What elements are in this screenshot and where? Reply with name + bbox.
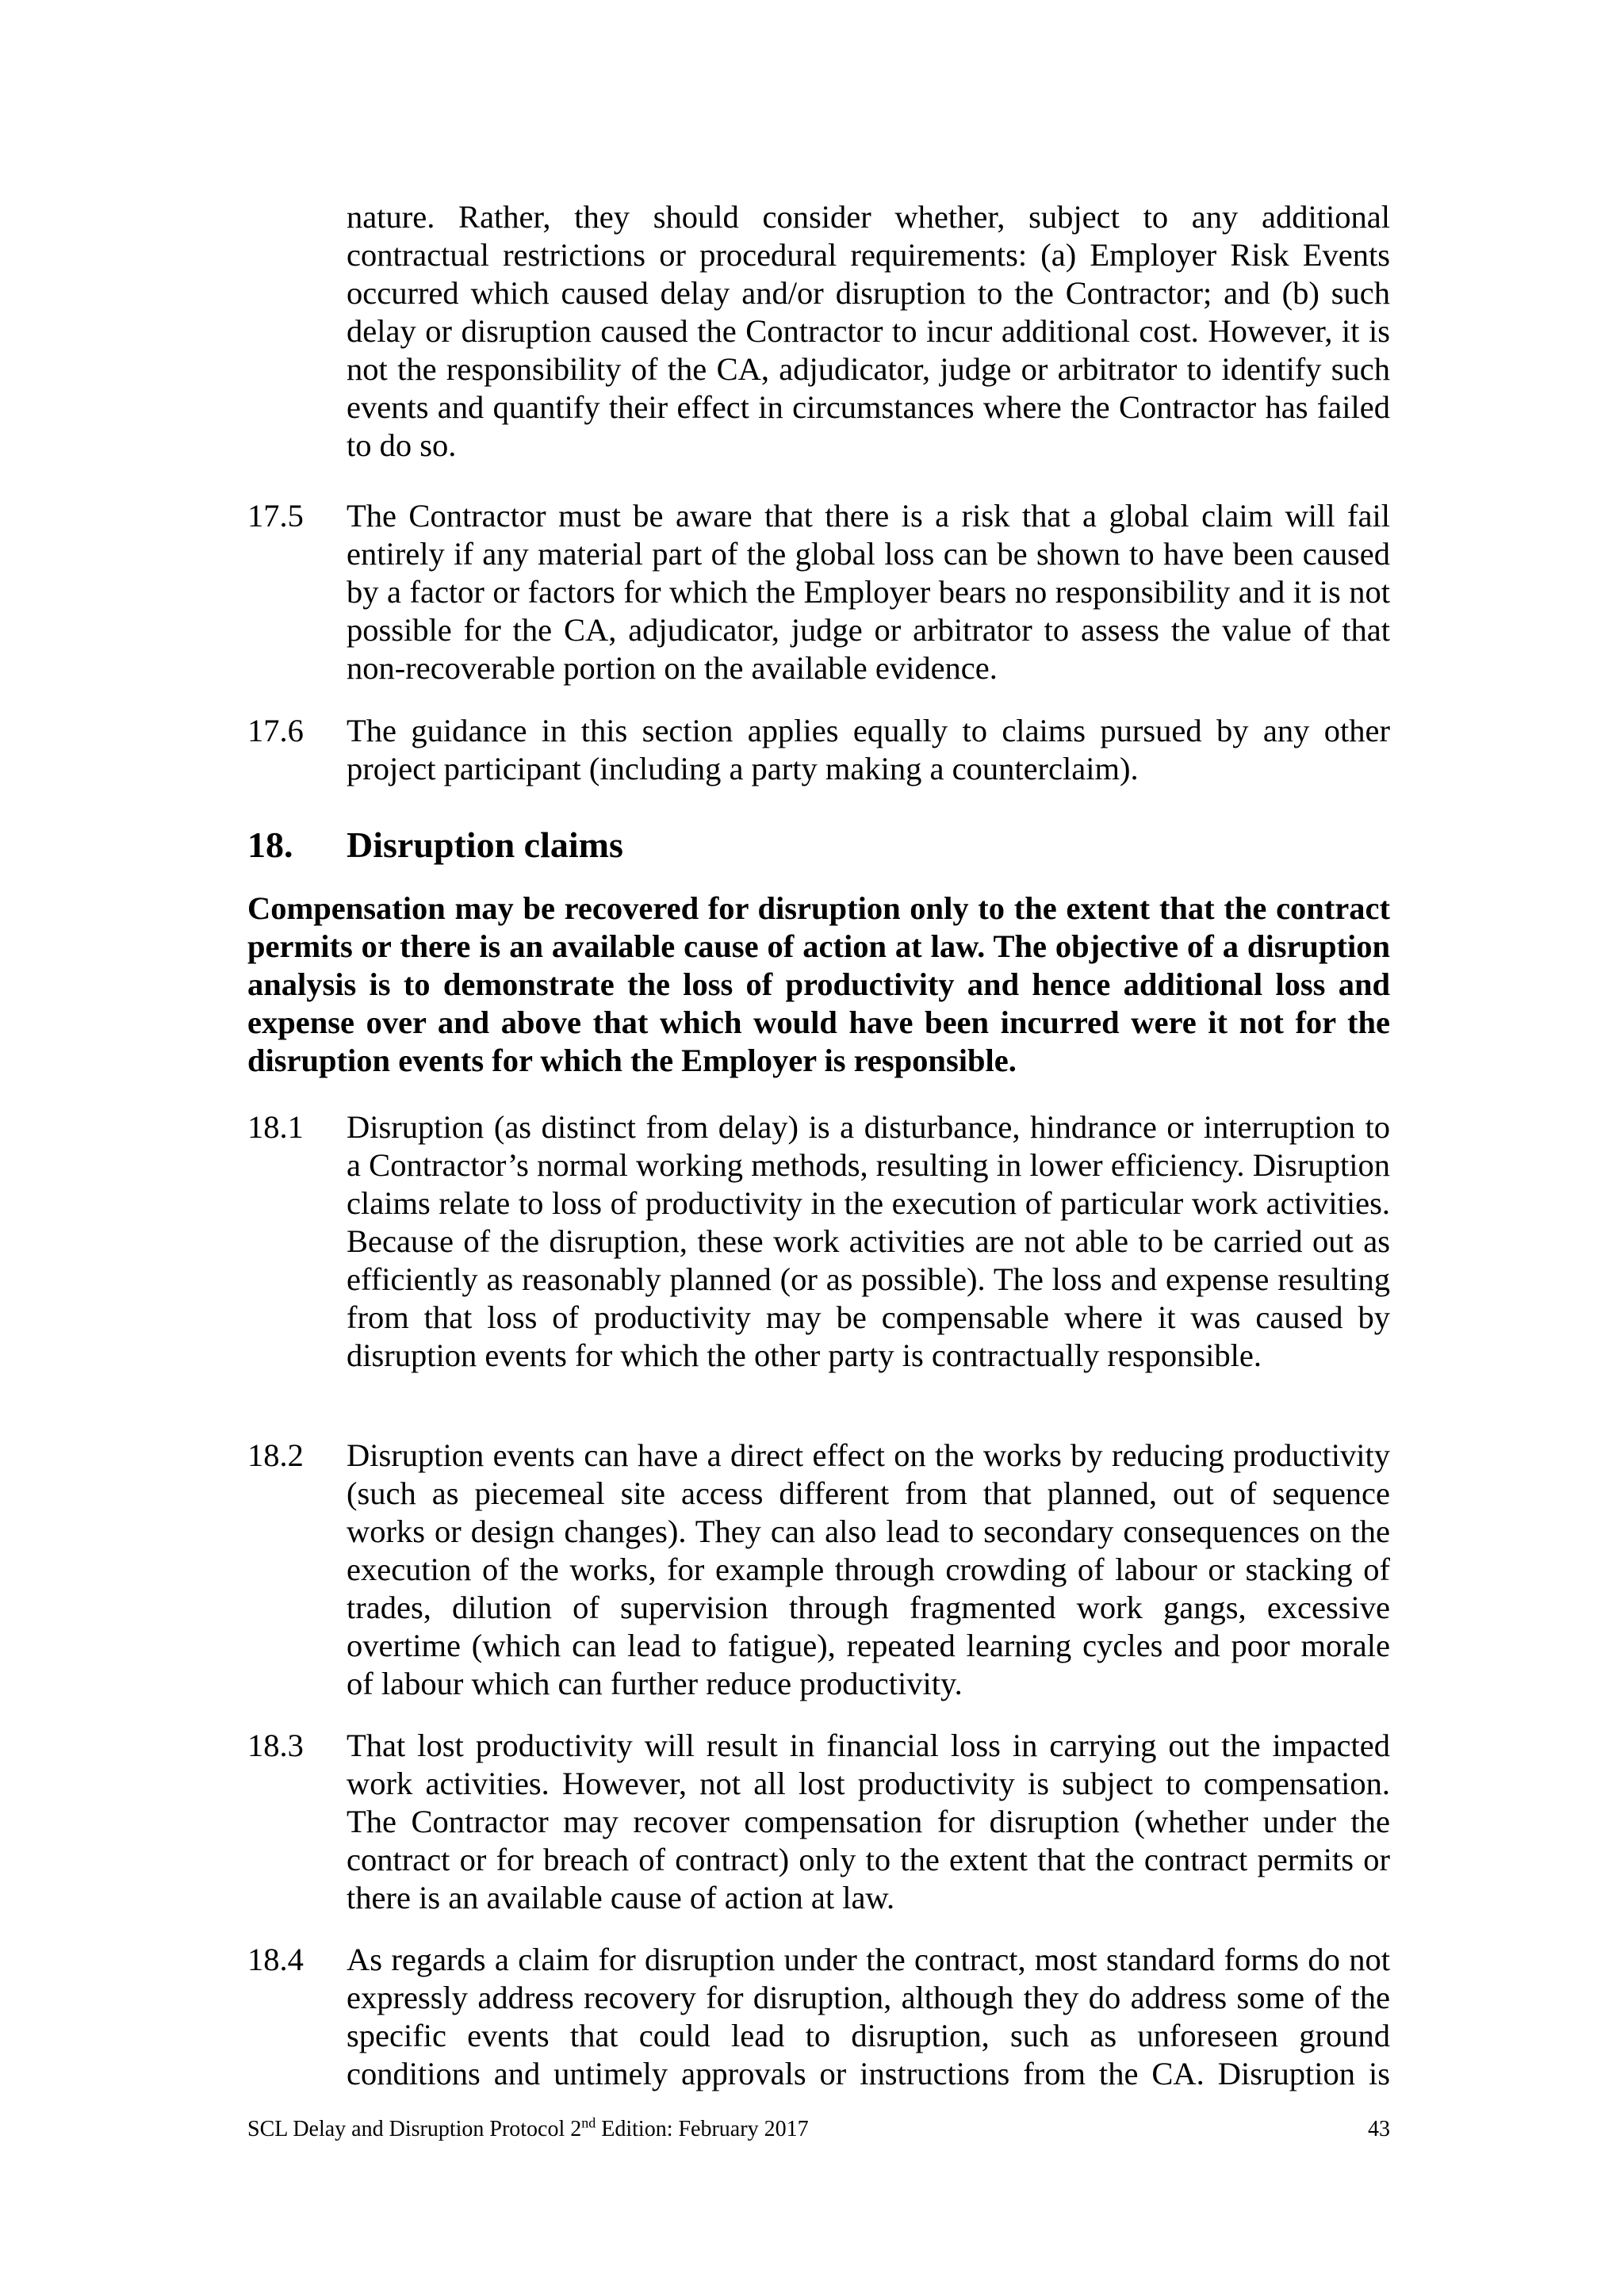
continuation-paragraph: nature. Rather, they should consider whether, subject to any additional contractual restrictions or procedural requirements: (a) Employer Risk Events occurred which caused delay and/or disruption to the Contractor; and (b) such delay or disruption caused the Contractor to incur additional cost. However, it is not the responsibility of the CA, adjudicator, judge or arbitrator to identify such events and quantify their effect in circumstances where the Contractor has failed to do so. bbox=[347, 199, 1390, 463]
paragraph-number-17-5: 17.5 bbox=[247, 498, 304, 534]
section-summary: Compensation may be recovered for disruption only to the extent that the contract permits or there is an available cause of action at law. The objective of a disruption analysis is to demonstrate the loss of productivity and hence additional loss and expense over and above that which would have been incurred were it not for the disruption events for which the Employer is responsible. bbox=[247, 890, 1390, 1078]
paragraph-18-3: That lost productivity will result in financial loss in carrying out the impacted work activities. However, not all lost productivity is subject to compensation. The Contractor may recover compensation for disruption (whether under the contract or for breach of contract) only to the extent that the contract permits or there is an available cause of action at law. bbox=[347, 1728, 1390, 1915]
paragraph-18-2: Disruption events can have a direct effect on the works by reducing productivity (such as piecemeal site access different from that planned, out of sequence works or design changes). They can also lead to secondary consequences on the execution of the works, for example through crowding of labour or stacking of trades, dilution of supervision through fragmented work gangs, excessive overtime (which can lead to fatigue), repeated learning cycles and poor morale of labour which can further reduce productivity. bbox=[347, 1437, 1390, 1701]
section-number: 18. bbox=[247, 825, 293, 865]
paragraph-18-4: As regards a claim for disruption under the contract, most standard forms do not expressly address recovery for disruption, although they do address some of the specific events that could lead to disruption, such as unforeseen ground conditions and untimely approvals or instructions from the CA. Disruption is bbox=[347, 1942, 1390, 2091]
paragraph-17-6: The guidance in this section applies equally to claims pursued by any other project participant (including a party making a counterclaim). bbox=[347, 713, 1390, 786]
section-title: Disruption claims bbox=[347, 825, 623, 865]
page-number: 43 bbox=[1368, 2117, 1390, 2141]
paragraph-18-1: Disruption (as distinct from delay) is a disturbance, hindrance or interruption to a Contractor’s normal working methods, resulting in lower efficiency. Disruption claims relate to loss of productivity in the execution of particular work activities. Because of the disruption, these work activities are not able to be carried out as efficiently as reasonably planned (or as possible). The loss and expense resulting from that loss of productivity may be compensable where it was caused by disruption events for which the other party is contractually responsible. bbox=[347, 1109, 1390, 1373]
paragraph-17-5: The Contractor must be aware that there is a risk that a global claim will fail entirely if any material part of the global loss can be shown to have been caused by a factor or factors for which the Employer bears no responsibility and it is not possible for the CA, adjudicator, judge or arbitrator to assess the value of that non-recoverable portion on the available evidence. bbox=[347, 498, 1390, 686]
footer-title-suffix: Edition: February 2017 bbox=[596, 2117, 809, 2141]
footer-document-title bbox=[247, 2116, 809, 2143]
paragraph-number-18-2: 18.2 bbox=[247, 1437, 304, 1473]
footer-title-superscript: nd bbox=[581, 2114, 596, 2131]
paragraph-number-18-1: 18.1 bbox=[247, 1109, 304, 1145]
paragraph-number-17-6: 17.6 bbox=[247, 713, 304, 748]
paragraph-number-18-3: 18.3 bbox=[247, 1728, 304, 1763]
paragraph-number-18-4: 18.4 bbox=[247, 1942, 304, 1977]
footer-title-main: SCL Delay and Disruption Protocol 2 bbox=[247, 2117, 582, 2141]
